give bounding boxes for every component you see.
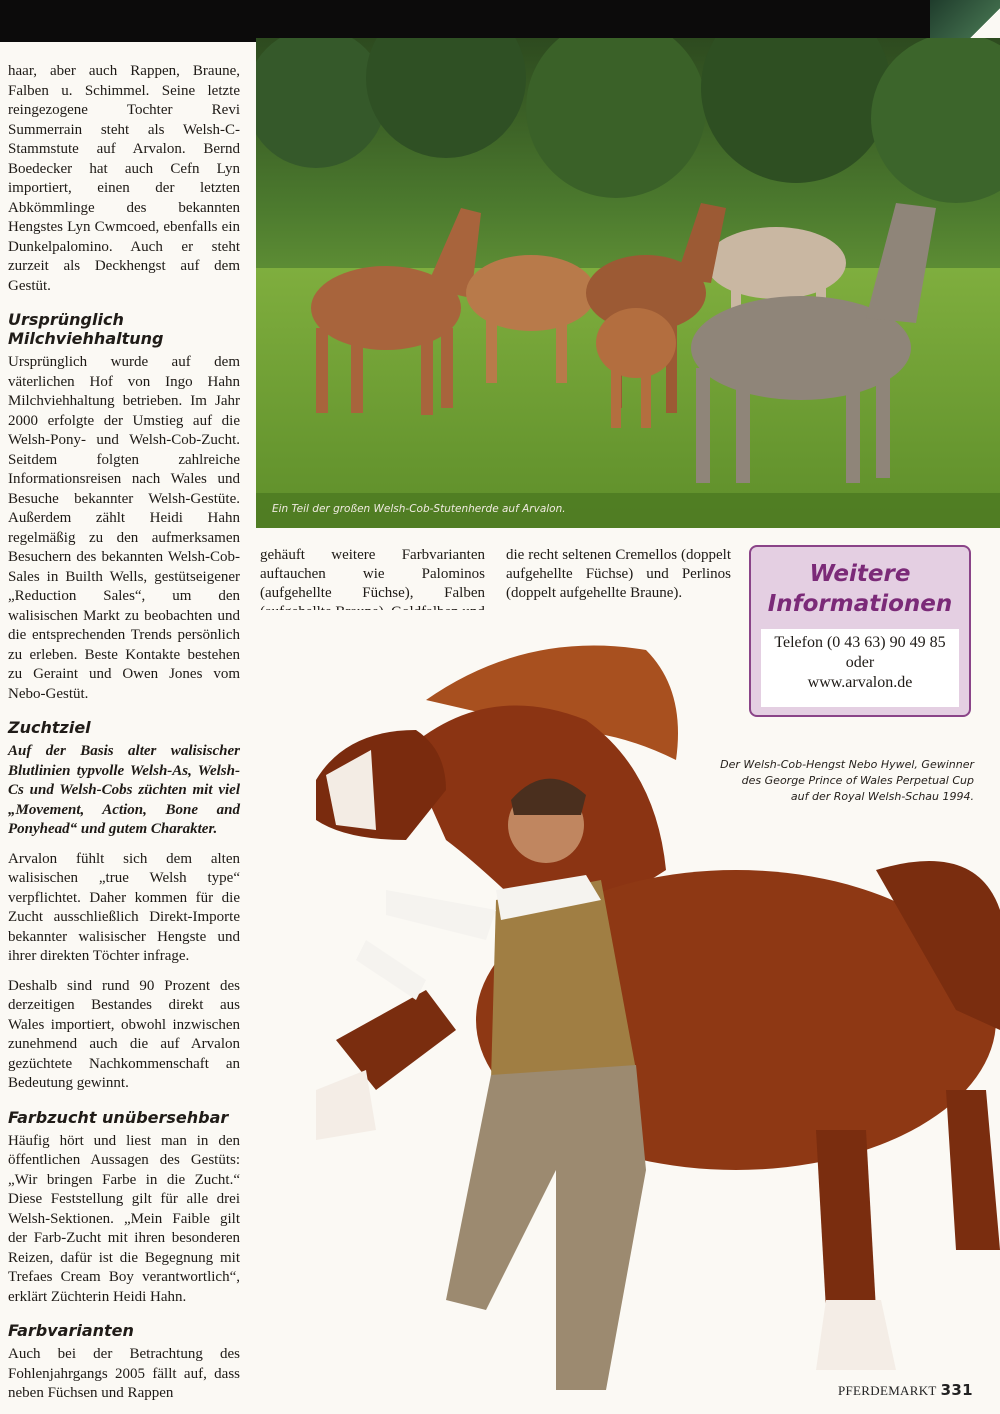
caption-line-1: Der Welsh-Cob-Hengst Nebo Hywel, Gewinner (720, 758, 974, 771)
herd-photo-caption: Ein Teil der großen Welsh-Cob-Stutenherde auf Arvalon. (272, 503, 566, 515)
info-box-title (751, 559, 969, 619)
info-box-title-line2: Informationen (767, 591, 953, 617)
heading-farbvarianten: Farbvarianten (8, 1321, 134, 1340)
paragraph-farbzucht: Häufig hört und liest man in den öffentlichen Aussagen des Gestüts: „Wir bringen Farbe in die Zucht.“ Diese Feststellung gilt für alle drei Welsh-Sektionen. „Mein Faible gilt der Farb-Zucht mit ihren besonderen Reizen, dafür ist die Begegnung mit Trefaes Cream Boy verantwortlich“, erklärt Züchterin Heidi Hahn. (8, 1132, 240, 1305)
paragraph-zuchtziel-2: Deshalb sind rund 90 Prozent des derzeitigen Bestandes direkt aus Wales importiert, obwohl inzwischen zunehmend auch die auf Arvalon gezüchtete Nachkommenschaft an Bedeutung gewinnt. (8, 977, 240, 1091)
caption-line-3: auf der Royal Welsh-Schau 1994. (790, 790, 974, 803)
text-column-3 (506, 546, 731, 603)
herd-photo-image (256, 38, 1000, 528)
paragraph-farbvarianten-cont: gehäuft weitere Farbvarianten auftauchen wie Palominos (aufgehellte Füchse), Falben (260, 547, 485, 601)
paragraph-zuchtziel-1: Arvalon fühlt sich dem alten walisischen „true Welsh type“ verpflichtet. Daher kommen für die Zucht ausschließlich Direkt-Importe bekannter walisischer Hengste und ihrer direkten Töchter infrage. (8, 850, 240, 964)
heading-zuchtziel: Zuchtziel (8, 718, 91, 737)
text-column-1 (8, 62, 240, 1414)
page-number: 331 (940, 1381, 973, 1399)
info-or: oder (845, 654, 875, 671)
stallion-photo-caption (700, 757, 974, 805)
lead-zuchtziel: Auf der Basis alter walisischer Blutlinien typvolle Welsh-As, Welsh-Cs und Welsh-Cobs züchten mit viel „Movement, Action, Bone and Ponyhead“ und gutem Charakter. (8, 743, 240, 837)
heading-milchviehhaltung: Ursprünglich Milchviehhaltung (8, 310, 164, 348)
paragraph-farbvarianten: Auch bei der Betrachtung des Fohlenjahrgangs 2005 fällt auf, dass neben Füchsen und Rappen (8, 1346, 240, 1401)
heading-farbzucht: Farbzucht unübersehbar (8, 1107, 229, 1127)
paragraph-milchviehhaltung: Ursprünglich wurde auf dem väterlichen Hof von Ingo Hahn Milchviehhaltung betrieben. Im Jahr 2000 erfolgte der Umstieg auf die Welsh-Pony- und Welsh-Cob-Zucht. Seitdem folgten zahlreiche Informationsreisen nach Wales und Besuche bekannter Welsh-Gestüte. Außerdem zählt Heidi Hahn regelmäßig zu den aufmerksamen Besuchern des bekannten Welsh-Cob-Sales in Builth Wells, gestütseigener „Reduction Sales“, um den walisischen Markt zu beobachten und die entsprechenden Trends persönlich zu erleben. Beste Kontakte bestehen zu Geraint und Owen Jones vom Nebo-Gestüt. (8, 354, 240, 702)
info-box-contact (761, 629, 959, 707)
info-box-title-line1: Weitere (809, 561, 911, 587)
info-box (749, 545, 971, 717)
magazine-name: PFERDEMARKT (838, 1383, 937, 1398)
caption-line-2: des George Prince of Wales Perpetual Cup (741, 774, 974, 787)
stallion-photo-image (256, 610, 1000, 1405)
herd-photo (256, 38, 1000, 528)
paragraph-intro: haar, aber auch Rappen, Braune, Falben u. Schimmel. Seine letzte reingezogene Tochter Revi Summerrain steht als Welsh-C-Stammstute auf Arvalon. Bernd Boedecker hat auch Cefn Lyn importiert, einen der letzten Abkömmlinge des bekannten Hengstes Lyn Cwmcoed, ebenfalls ein Dunkelpalomino. Auch er steht zurzeit als Deckhengst auf dem Gestüt. (8, 63, 240, 294)
page-footer (838, 1381, 973, 1399)
top-black-bar (0, 0, 1000, 42)
info-phone: Telefon (0 43 63) 90 49 85 (774, 634, 946, 651)
paragraph-farbvarianten-end: die recht seltenen Cremellos (doppelt aufgehellte Füchse) und Perlinos (doppelt aufgehellte Braune). (506, 547, 731, 601)
stallion-photo (256, 610, 1000, 1405)
info-website-link[interactable]: www.arvalon.de (807, 674, 913, 691)
